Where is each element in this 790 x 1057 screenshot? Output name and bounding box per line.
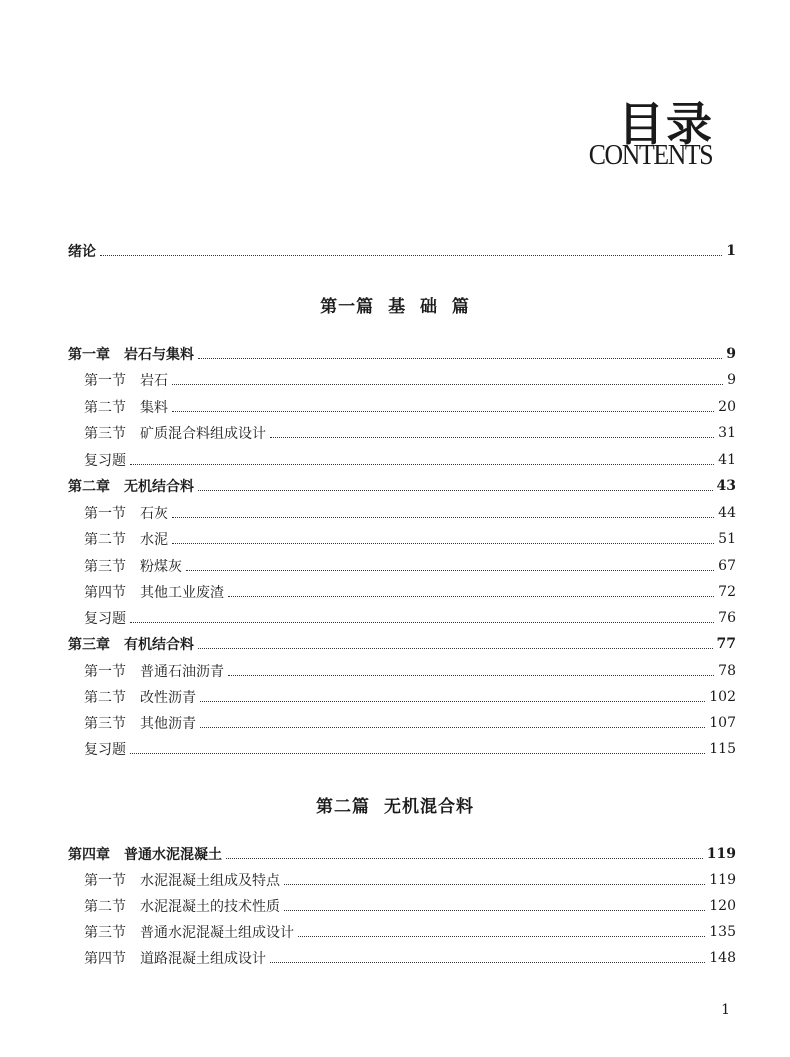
section-title: 改性沥青 xyxy=(140,690,196,706)
dot-leader xyxy=(198,648,713,649)
section-number: 第三节 xyxy=(84,925,126,941)
section-title: 岩石 xyxy=(140,373,168,389)
toc-page: 31 xyxy=(718,425,736,441)
toc-page: 102 xyxy=(709,689,736,705)
toc-intro[interactable] xyxy=(68,240,736,262)
toc-section[interactable] xyxy=(84,895,736,917)
dot-leader xyxy=(186,570,714,571)
toc-page: 43 xyxy=(716,478,736,494)
dot-leader xyxy=(228,596,714,597)
chapter-title: 普通水泥混凝土 xyxy=(124,847,222,863)
section-title: 普通石油沥青 xyxy=(140,664,224,680)
chapter-number: 第三章 xyxy=(68,637,110,653)
toc-section[interactable] xyxy=(84,686,736,708)
page-title: 目录 xyxy=(618,97,714,151)
toc-section[interactable] xyxy=(84,581,736,603)
section-number: 第二节 xyxy=(84,690,126,706)
toc-section[interactable] xyxy=(84,369,736,391)
dot-leader xyxy=(200,701,705,702)
toc-page: 76 xyxy=(718,610,736,626)
toc-page: 148 xyxy=(709,950,736,966)
dot-leader xyxy=(298,936,705,937)
toc-section[interactable] xyxy=(84,396,736,418)
dot-leader xyxy=(284,910,705,911)
toc-page: 119 xyxy=(706,846,736,862)
section-number: 第一节 xyxy=(84,506,126,522)
section-title: 道路混凝土组成设计 xyxy=(140,951,266,967)
dot-leader xyxy=(130,464,714,465)
dot-leader xyxy=(228,675,714,676)
section-number: 第二节 xyxy=(84,400,126,416)
toc-chapter[interactable] xyxy=(68,475,736,497)
toc-section[interactable] xyxy=(84,502,736,524)
section-number: 第二节 xyxy=(84,532,126,548)
toc-section[interactable] xyxy=(84,660,736,682)
section-number: 第三节 xyxy=(84,716,126,732)
chapter-number: 第一章 xyxy=(68,347,110,363)
toc-section[interactable] xyxy=(84,921,736,943)
toc-section[interactable] xyxy=(84,947,736,969)
section-number: 第二节 xyxy=(84,899,126,915)
toc-page: 72 xyxy=(718,584,736,600)
toc-page: 107 xyxy=(709,715,736,731)
toc-section[interactable] xyxy=(84,422,736,444)
dot-leader xyxy=(198,358,722,359)
dot-leader xyxy=(270,962,705,963)
toc-page: 41 xyxy=(718,452,736,468)
toc-page: 120 xyxy=(709,898,736,914)
dot-leader xyxy=(172,543,714,544)
section-number: 第一节 xyxy=(84,873,126,889)
part-name: 无机混合料 xyxy=(384,797,474,817)
section-title: 水泥混凝土的技术性质 xyxy=(140,899,280,915)
section-number: 第三节 xyxy=(84,559,126,575)
section-title: 其他工业废渣 xyxy=(140,585,224,601)
dot-leader xyxy=(198,490,713,491)
section-number: 第四节 xyxy=(84,585,126,601)
part-name: 基 础 篇 xyxy=(388,297,470,317)
toc-section[interactable] xyxy=(84,869,736,891)
section-title: 集料 xyxy=(140,400,168,416)
toc-page: 44 xyxy=(718,505,736,521)
part-heading xyxy=(0,292,790,317)
section-title: 水泥混凝土组成及特点 xyxy=(140,873,280,889)
dot-leader xyxy=(172,517,714,518)
section-title: 矿质混合料组成设计 xyxy=(140,426,266,442)
page-subtitle: CONTENTS xyxy=(588,140,712,171)
section-number: 第四节 xyxy=(84,951,126,967)
chapter-number: 第四章 xyxy=(68,847,110,863)
section-title: 普通水泥混凝土组成设计 xyxy=(140,925,294,941)
dot-leader xyxy=(130,753,705,754)
section-number: 第一节 xyxy=(84,373,126,389)
toc-page: 77 xyxy=(716,636,736,652)
page-number: 1 xyxy=(721,1002,730,1018)
toc-review[interactable] xyxy=(84,607,736,629)
dot-leader xyxy=(270,437,714,438)
toc-review[interactable] xyxy=(84,449,736,471)
toc-page: 1 xyxy=(726,243,736,259)
toc-page: 9 xyxy=(726,346,736,362)
toc-section[interactable] xyxy=(84,555,736,577)
toc-page: 9 xyxy=(727,372,736,388)
dot-leader xyxy=(130,622,714,623)
toc-label: 绪论 xyxy=(68,244,96,260)
toc-review[interactable] xyxy=(84,738,736,760)
section-number: 第一节 xyxy=(84,664,126,680)
toc-chapter[interactable] xyxy=(68,843,736,865)
part-number: 第二篇 xyxy=(316,797,370,817)
dot-leader xyxy=(200,727,705,728)
dot-leader xyxy=(284,884,705,885)
toc-section[interactable] xyxy=(84,712,736,734)
part-number: 第一篇 xyxy=(320,297,375,317)
section-title: 复习题 xyxy=(84,611,126,627)
toc-section[interactable] xyxy=(84,528,736,550)
section-title: 其他沥青 xyxy=(140,716,196,732)
section-title: 水泥 xyxy=(140,532,168,548)
section-title: 复习题 xyxy=(84,453,126,469)
section-title: 石灰 xyxy=(140,506,168,522)
dot-leader xyxy=(226,858,703,859)
chapter-number: 第二章 xyxy=(68,479,110,495)
toc-page: 67 xyxy=(718,558,736,574)
dot-leader xyxy=(172,411,714,412)
toc-page: 51 xyxy=(718,531,736,547)
chapter-title: 无机结合料 xyxy=(124,479,194,495)
chapter-title: 有机结合料 xyxy=(124,637,194,653)
toc-page: 119 xyxy=(709,872,736,888)
toc-chapter[interactable] xyxy=(68,343,736,365)
section-title: 复习题 xyxy=(84,742,126,758)
section-title: 粉煤灰 xyxy=(140,559,182,575)
chapter-title: 岩石与集料 xyxy=(124,347,194,363)
dot-leader xyxy=(172,384,723,385)
toc-page: 135 xyxy=(709,924,736,940)
part-heading xyxy=(0,792,790,817)
toc-page: 20 xyxy=(718,399,736,415)
toc-chapter[interactable] xyxy=(68,633,736,655)
section-number: 第三节 xyxy=(84,426,126,442)
toc-page: 78 xyxy=(718,663,736,679)
toc-page: 115 xyxy=(709,741,736,757)
dot-leader xyxy=(100,255,722,256)
